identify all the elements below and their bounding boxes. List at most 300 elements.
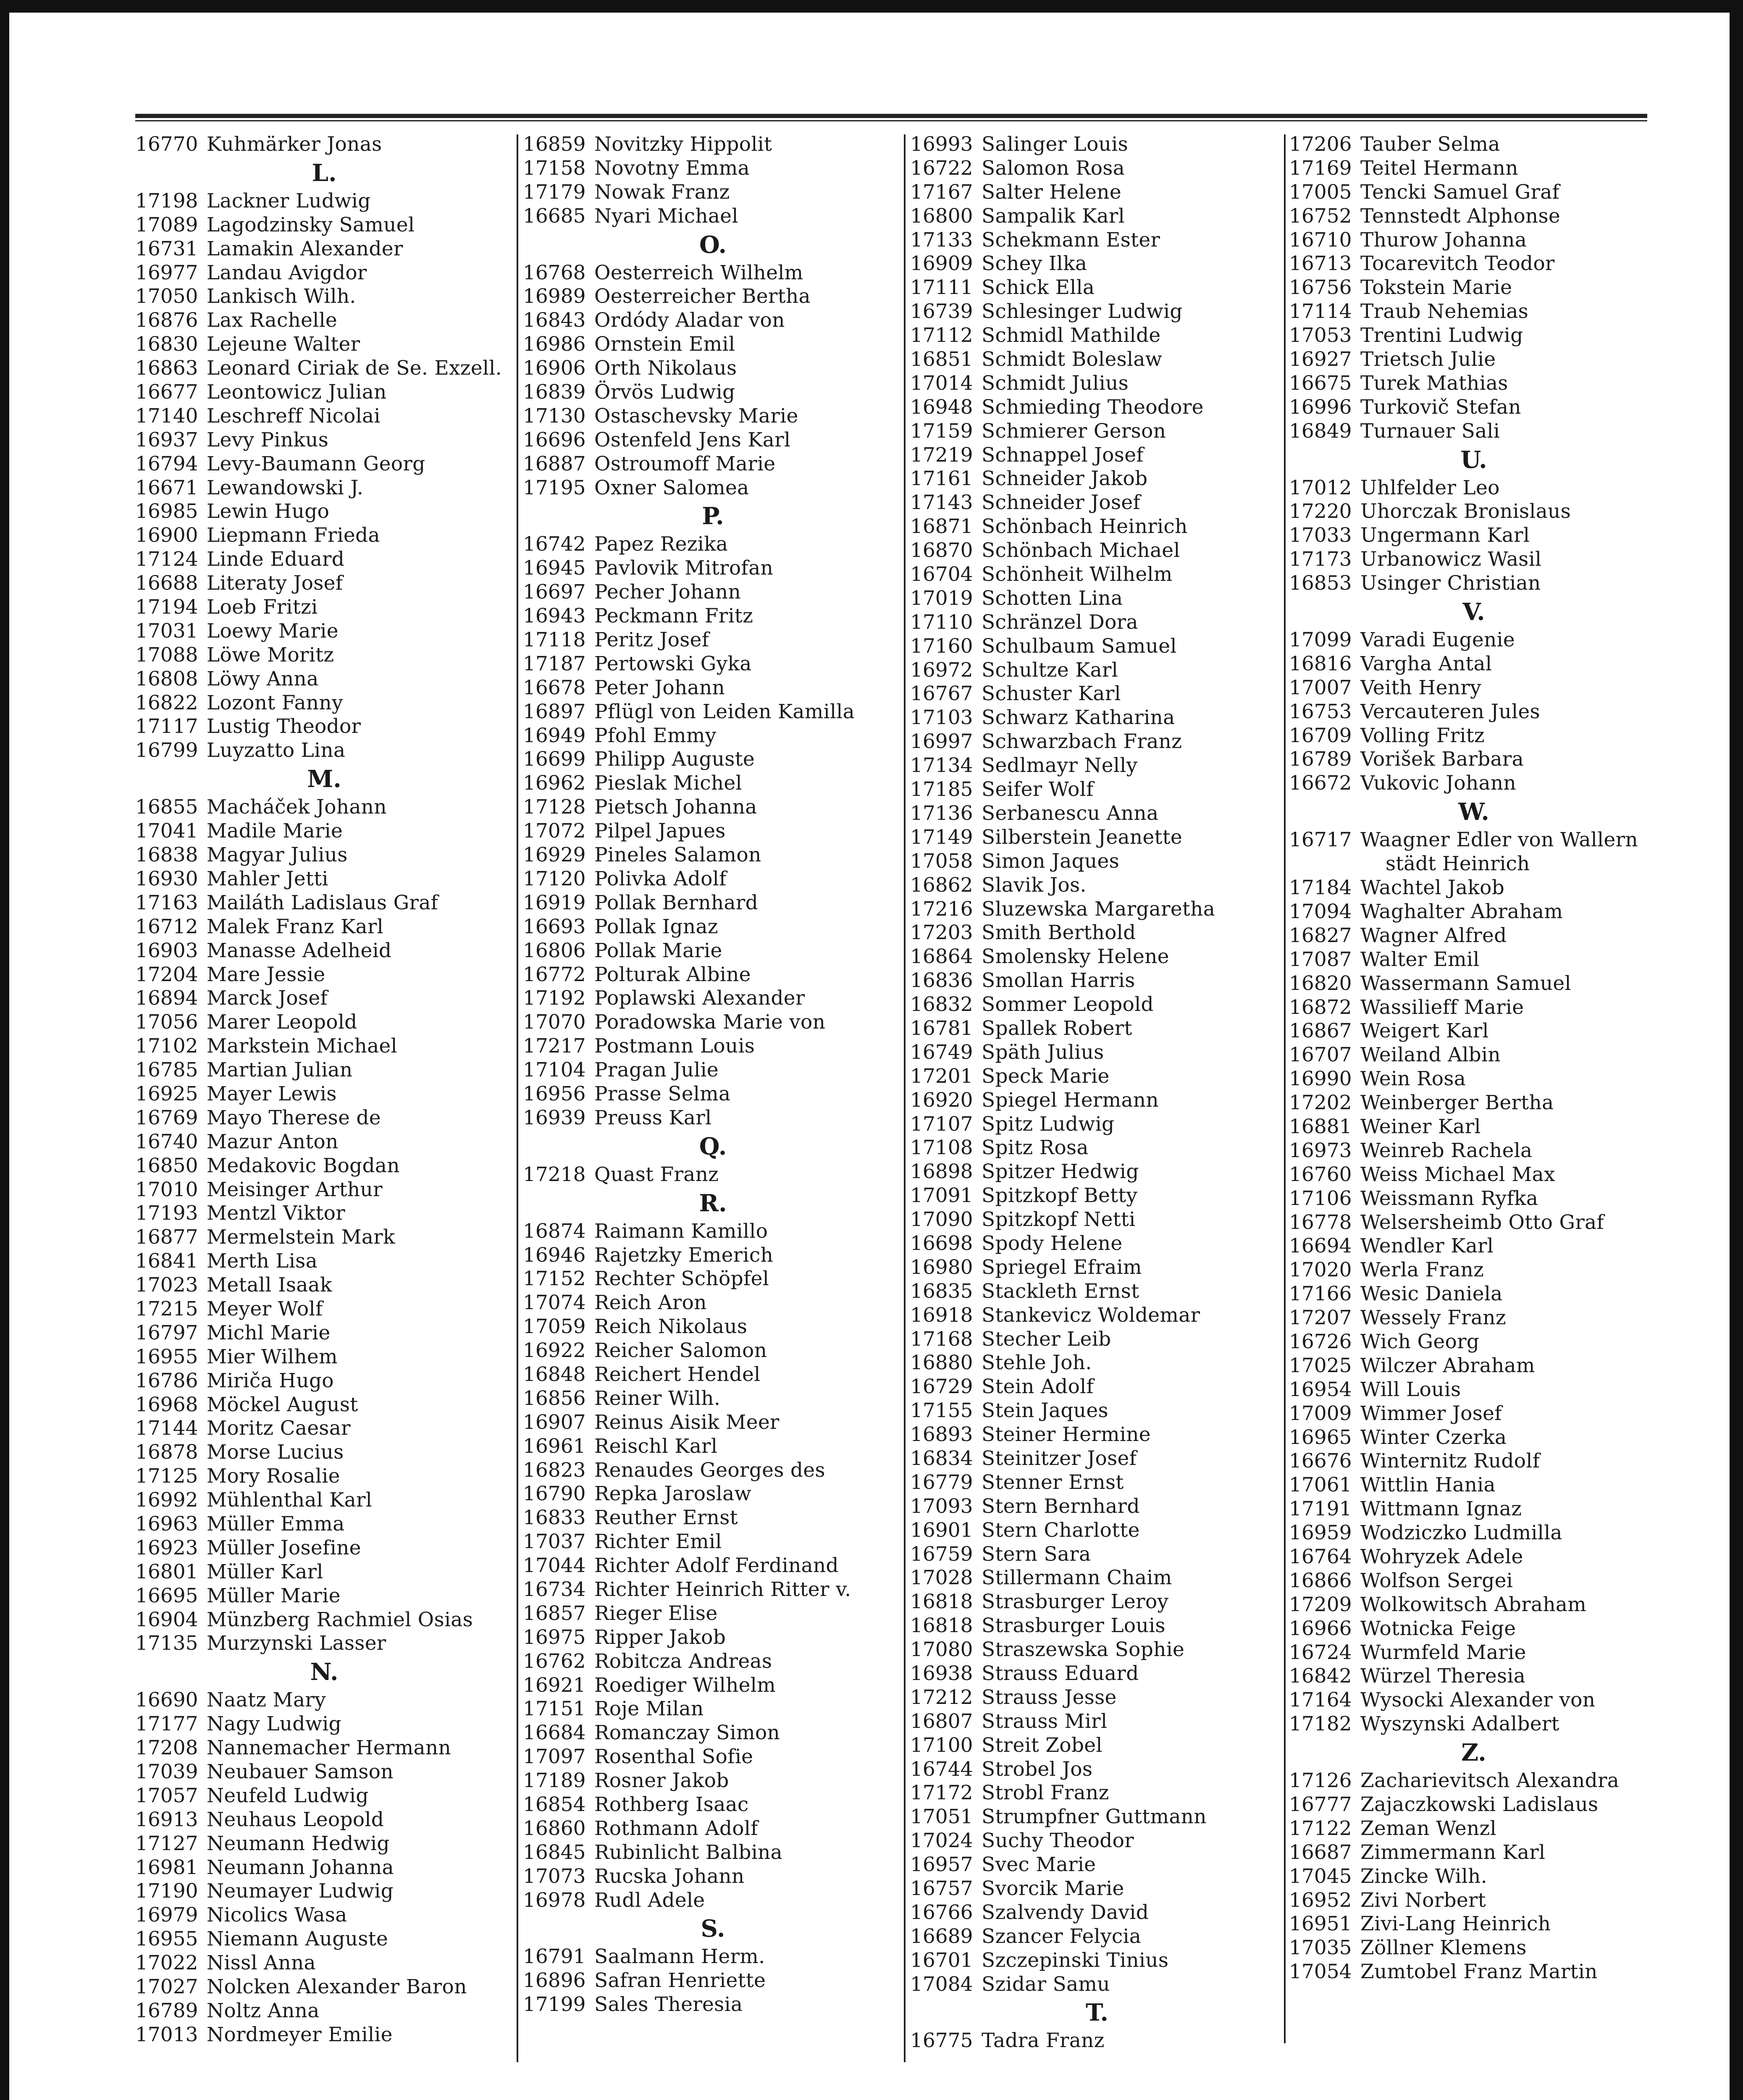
entry-name: Neumayer Ludwig bbox=[207, 1880, 394, 1903]
entry-number: 16923 bbox=[135, 1536, 198, 1559]
entry-number: 16729 bbox=[910, 1375, 973, 1399]
letter-heading: R. bbox=[699, 1189, 727, 1217]
entry-name: Landau Avigdor bbox=[207, 261, 367, 284]
entry-name: Noltz Anna bbox=[207, 1999, 320, 2022]
list-entry bbox=[135, 596, 513, 620]
list-entry bbox=[1289, 1521, 1659, 1545]
entry-number: 16756 bbox=[1289, 276, 1352, 299]
list-entry bbox=[523, 1530, 903, 1554]
entry-name: Pilpel Japues bbox=[594, 819, 726, 843]
entry-number: 16833 bbox=[523, 1506, 586, 1530]
list-entry bbox=[135, 1560, 513, 1584]
entry-name: Stackleth Ernst bbox=[982, 1279, 1139, 1303]
list-entry bbox=[523, 795, 903, 819]
entry-number: 17094 bbox=[1289, 900, 1352, 923]
entry-name: Turnauer Sali bbox=[1360, 419, 1500, 443]
entry-number: 17190 bbox=[135, 1880, 198, 1903]
entry-number: 16704 bbox=[910, 563, 973, 586]
entry-name: Mayo Therese de bbox=[207, 1106, 381, 1129]
list-entry bbox=[1289, 1354, 1659, 1378]
entry-number: 17107 bbox=[910, 1112, 973, 1136]
entry-number: 16981 bbox=[135, 1856, 198, 1879]
entry-name: Nowak Franz bbox=[594, 180, 730, 204]
entry-number: 16853 bbox=[1289, 572, 1352, 595]
entry-number: 16881 bbox=[1289, 1115, 1352, 1138]
entry-name: Reichert Hendel bbox=[594, 1362, 761, 1386]
list-entry bbox=[910, 1471, 1284, 1495]
list-entry bbox=[1289, 420, 1659, 444]
entry-name: Schmidl Mathilde bbox=[982, 324, 1161, 347]
list-entry bbox=[1289, 1497, 1659, 1521]
list-entry bbox=[910, 1686, 1284, 1710]
entry-number: 16752 bbox=[1289, 204, 1352, 228]
entry-number: 16871 bbox=[910, 515, 973, 538]
letter-heading: Z. bbox=[1461, 1739, 1486, 1767]
list-entry bbox=[910, 563, 1284, 587]
entry-number: 16954 bbox=[1289, 1378, 1352, 1401]
entry-number: 16946 bbox=[523, 1243, 586, 1267]
entry-number: 17110 bbox=[910, 610, 973, 634]
entry-number: 17133 bbox=[910, 228, 973, 252]
entry-name: Prasse Selma bbox=[594, 1082, 731, 1105]
entry-name: Nicolics Wasa bbox=[207, 1903, 347, 1927]
entry-number: 16789 bbox=[135, 1999, 198, 2022]
entry-name: Rieger Elise bbox=[594, 1601, 718, 1625]
list-entry bbox=[910, 1136, 1284, 1160]
entry-name: Spody Helene bbox=[982, 1231, 1123, 1255]
entry-number: 16839 bbox=[523, 381, 586, 404]
entry-number: 16791 bbox=[523, 1945, 586, 1969]
list-entry bbox=[1289, 772, 1659, 795]
list-entry bbox=[910, 1925, 1284, 1949]
list-entry bbox=[910, 1208, 1284, 1232]
entry-name: Repka Jaroslaw bbox=[594, 1482, 751, 1506]
entry-name: Stankevicz Woldemar bbox=[982, 1303, 1200, 1327]
entry-name: Schönbach Michael bbox=[982, 539, 1180, 562]
entry-name: Wodziczko Ludmilla bbox=[1360, 1521, 1562, 1545]
entry-name: Reich Nikolaus bbox=[594, 1315, 748, 1339]
list-entry bbox=[1289, 1258, 1659, 1282]
entry-name: Stern Bernhard bbox=[982, 1494, 1140, 1518]
list-entry bbox=[1289, 1817, 1659, 1841]
entry-name: Schwarz Katharina bbox=[982, 706, 1175, 730]
entry-number: 16955 bbox=[135, 1345, 198, 1368]
entry-name: Zumtobel Franz Martin bbox=[1360, 1960, 1598, 1984]
entry-number: 16963 bbox=[135, 1512, 198, 1536]
list-entry bbox=[523, 1482, 903, 1506]
entry-name: Malek Franz Karl bbox=[207, 915, 383, 938]
entry-name: Würzel Theresia bbox=[1360, 1664, 1526, 1688]
list-entry bbox=[523, 157, 903, 181]
entry-number: 17167 bbox=[910, 180, 973, 204]
list-entry bbox=[523, 1435, 903, 1459]
entry-name: Welsersheimb Otto Graf bbox=[1360, 1210, 1604, 1234]
list-entry bbox=[523, 1650, 903, 1674]
entry-number: 16927 bbox=[1289, 348, 1352, 371]
entry-name: Pieslak Michel bbox=[594, 772, 742, 795]
list-entry bbox=[523, 1626, 903, 1650]
list-entry bbox=[910, 1447, 1284, 1471]
entry-name: Weiss Michael Max bbox=[1360, 1163, 1555, 1186]
entry-name: Walter Emil bbox=[1360, 948, 1480, 971]
entry-number: 16925 bbox=[135, 1082, 198, 1105]
list-entry bbox=[1289, 652, 1659, 676]
entry-number: 17152 bbox=[523, 1267, 586, 1291]
entry-name: Schönbach Heinrich bbox=[982, 515, 1188, 538]
entry-number: 16818 bbox=[910, 1590, 973, 1614]
entry-number: 17179 bbox=[523, 180, 586, 204]
entry-number: 17053 bbox=[1289, 324, 1352, 347]
entry-name: Löwe Moritz bbox=[207, 643, 334, 667]
entry-name: Philipp Auguste bbox=[594, 748, 755, 771]
entry-name: Mier Wilhem bbox=[207, 1345, 338, 1368]
entry-name: Lax Rachelle bbox=[207, 309, 338, 332]
list-entry bbox=[1289, 1282, 1659, 1306]
entry-number: 16978 bbox=[523, 1888, 586, 1912]
entry-name: Sampalik Karl bbox=[982, 204, 1125, 228]
list-entry bbox=[135, 1202, 513, 1226]
entry-name: Ripper Jakob bbox=[594, 1625, 726, 1649]
entry-number: 17158 bbox=[523, 156, 586, 180]
entry-number: 16734 bbox=[523, 1578, 586, 1601]
entry-number: 16779 bbox=[910, 1470, 973, 1494]
list-entry bbox=[1289, 228, 1659, 252]
list-entry bbox=[523, 428, 903, 452]
entry-name: Steinitzer Josef bbox=[982, 1446, 1137, 1470]
entry-name: Vercauteren Jules bbox=[1360, 700, 1540, 723]
entry-number: 17091 bbox=[910, 1184, 973, 1208]
entry-number: 16867 bbox=[1289, 1019, 1352, 1043]
entry-name: Usinger Christian bbox=[1360, 572, 1541, 595]
list-entry bbox=[910, 1304, 1284, 1328]
entry-name: Novotny Emma bbox=[594, 156, 750, 180]
entry-name: Mühlenthal Karl bbox=[207, 1488, 373, 1512]
list-entry bbox=[523, 939, 903, 963]
list-entry bbox=[135, 915, 513, 939]
list-entry bbox=[135, 133, 513, 157]
entry-name: Stecher Leib bbox=[982, 1327, 1111, 1351]
entry-name: Romanczay Simon bbox=[594, 1721, 780, 1745]
entry-name: Müller Emma bbox=[207, 1512, 345, 1536]
entry-name: Svec Marie bbox=[982, 1853, 1096, 1877]
list-entry bbox=[1289, 748, 1659, 772]
entry-number: 16937 bbox=[135, 428, 198, 452]
letter-heading: S. bbox=[701, 1915, 725, 1943]
list-entry bbox=[910, 1877, 1284, 1901]
letter-heading: T. bbox=[1086, 1999, 1108, 2027]
list-entry bbox=[135, 1808, 513, 1832]
entry-name: Leonard Ciriak de Se. Exzell. bbox=[207, 357, 502, 380]
list-entry bbox=[135, 189, 513, 213]
entry-number: 17163 bbox=[135, 891, 198, 914]
entry-name: Schmidt Julius bbox=[982, 371, 1129, 395]
entry-number: 16972 bbox=[910, 658, 973, 682]
entry-name: Leschreff Nicolai bbox=[207, 404, 381, 428]
entry-name: Strauss Mirl bbox=[982, 1709, 1108, 1733]
entry-number: 16863 bbox=[135, 357, 198, 380]
entry-number: 17014 bbox=[910, 371, 973, 395]
list-entry bbox=[910, 921, 1284, 945]
entry-number: 16823 bbox=[523, 1458, 586, 1482]
entry-number: 17097 bbox=[523, 1745, 586, 1769]
entry-name: Zajaczkowski Ladislaus bbox=[1360, 1793, 1599, 1816]
entry-name: Ostroumoff Marie bbox=[594, 452, 776, 475]
entry-name: Postmann Louis bbox=[594, 1034, 755, 1058]
entry-name: Renaudes Georges des bbox=[594, 1458, 825, 1482]
entry-name: Uhlfelder Leo bbox=[1360, 476, 1500, 499]
entry-name: Stern Charlotte bbox=[982, 1518, 1140, 1542]
list-entry bbox=[1289, 924, 1659, 948]
list-entry bbox=[1289, 828, 1659, 852]
list-entry bbox=[1289, 1306, 1659, 1330]
list-entry bbox=[523, 1793, 903, 1817]
entry-name: Miriča Hugo bbox=[207, 1369, 334, 1392]
entry-number: 16904 bbox=[135, 1608, 198, 1631]
entry-name: Neubauer Samson bbox=[207, 1760, 394, 1783]
list-entry bbox=[1289, 1593, 1659, 1617]
entry-number: 17143 bbox=[910, 491, 973, 514]
entry-number: 16749 bbox=[910, 1040, 973, 1064]
entry-number: 16901 bbox=[910, 1518, 973, 1542]
entry-name: Richter Adolf Ferdinand bbox=[594, 1554, 839, 1578]
entry-name: Mailáth Ladislaus Graf bbox=[207, 891, 438, 914]
entry-number: 17177 bbox=[135, 1712, 198, 1736]
entry-name: Schultze Karl bbox=[982, 658, 1118, 682]
list-entry bbox=[523, 1506, 903, 1530]
list-entry bbox=[135, 1512, 513, 1536]
entry-number: 16820 bbox=[1289, 971, 1352, 995]
entry-number: 17194 bbox=[135, 596, 198, 619]
entry-name: Neumann Johanna bbox=[207, 1856, 394, 1879]
list-entry bbox=[523, 1945, 903, 1969]
entry-name: Stern Sara bbox=[982, 1542, 1091, 1566]
list-entry bbox=[1289, 676, 1659, 700]
list-entry bbox=[135, 357, 513, 381]
entry-name: Zeman Wenzl bbox=[1360, 1816, 1496, 1840]
entry-number: 17134 bbox=[910, 754, 973, 777]
entry-name: Nannemacher Hermann bbox=[207, 1736, 452, 1760]
entry-number: 16893 bbox=[910, 1423, 973, 1446]
entry-name: Tadra Franz bbox=[982, 2029, 1105, 2053]
entry-number: 17102 bbox=[135, 1034, 198, 1058]
entry-name: Wotnicka Feige bbox=[1360, 1617, 1516, 1640]
list-entry bbox=[135, 1250, 513, 1273]
list-entry bbox=[910, 1781, 1284, 1805]
entry-number: 16689 bbox=[910, 1924, 973, 1948]
entry-number: 16767 bbox=[910, 682, 973, 706]
list-entry bbox=[523, 1889, 903, 1913]
entry-number: 17120 bbox=[523, 867, 586, 890]
list-entry bbox=[523, 1554, 903, 1578]
list-entry bbox=[910, 1758, 1284, 1782]
list-entry bbox=[135, 1856, 513, 1880]
list-entry bbox=[135, 404, 513, 428]
entry-name: Turek Mathias bbox=[1360, 371, 1508, 395]
list-entry bbox=[910, 1423, 1284, 1447]
entry-name: Leontowicz Julian bbox=[207, 381, 387, 404]
entry-number: 17013 bbox=[135, 2023, 198, 2046]
entry-number: 17070 bbox=[523, 1011, 586, 1034]
entry-number: 16989 bbox=[523, 285, 586, 308]
list-entry bbox=[135, 500, 513, 524]
entry-name: Wittlin Hania bbox=[1360, 1473, 1496, 1497]
entry-name: Winter Czerka bbox=[1360, 1425, 1507, 1449]
entry-name: Smith Berthold bbox=[982, 921, 1136, 945]
entry-number: 16742 bbox=[523, 533, 586, 556]
entry-number: 16726 bbox=[1289, 1330, 1352, 1353]
list-entry bbox=[135, 1011, 513, 1034]
entry-name: Zacharievitsch Alexandra bbox=[1360, 1769, 1620, 1793]
entry-name: Müller Karl bbox=[207, 1560, 323, 1583]
entry-name: Roediger Wilhelm bbox=[594, 1673, 776, 1697]
entry-name: Reiner Wilh. bbox=[594, 1386, 721, 1410]
entry-name: Rudl Adele bbox=[594, 1888, 705, 1912]
entry-name: Nyari Michael bbox=[594, 204, 738, 228]
entry-number: 17073 bbox=[523, 1864, 586, 1888]
list-entry bbox=[523, 748, 903, 772]
entry-number: 16997 bbox=[910, 730, 973, 753]
list-entry bbox=[910, 1949, 1284, 1973]
entry-name: Szczepinski Tinius bbox=[982, 1948, 1169, 1972]
entry-name: Ostaschevsky Marie bbox=[594, 404, 798, 428]
column-divider-2 bbox=[904, 134, 906, 2062]
list-entry bbox=[910, 1065, 1284, 1089]
entry-number: 16973 bbox=[1289, 1139, 1352, 1162]
entry-number: 16794 bbox=[135, 452, 198, 475]
entry-number: 17035 bbox=[1289, 1936, 1352, 1960]
entry-name: Waghalter Abraham bbox=[1360, 900, 1563, 923]
list-entry bbox=[135, 1226, 513, 1250]
list-entry bbox=[523, 1602, 903, 1626]
entry-number: 17135 bbox=[135, 1632, 198, 1655]
entry-name: Sommer Leopold bbox=[982, 993, 1154, 1016]
entry-name: Ostenfeld Jens Karl bbox=[594, 428, 791, 452]
entry-number: 17209 bbox=[1289, 1593, 1352, 1616]
list-entry bbox=[910, 1614, 1284, 1638]
entry-name: Pavlovik Mitrofan bbox=[594, 556, 774, 580]
list-entry bbox=[523, 357, 903, 381]
entry-number: 16878 bbox=[135, 1441, 198, 1464]
entry-name: Morse Lucius bbox=[207, 1441, 344, 1464]
entry-number: 17168 bbox=[910, 1327, 973, 1351]
entry-name: Mazur Anton bbox=[207, 1130, 339, 1153]
entry-number: 17189 bbox=[523, 1769, 586, 1793]
entry-number: 16990 bbox=[1289, 1067, 1352, 1091]
entry-name: Peritz Josef bbox=[594, 628, 709, 652]
list-entry bbox=[523, 1865, 903, 1889]
list-entry bbox=[523, 476, 903, 500]
entry-name: Slavik Jos. bbox=[982, 873, 1087, 897]
entry-name: Müller Marie bbox=[207, 1584, 341, 1607]
entry-name: Saalmann Herm. bbox=[594, 1945, 765, 1969]
entry-number: 17217 bbox=[523, 1034, 586, 1058]
entry-name: Nagy Ludwig bbox=[207, 1712, 341, 1736]
entry-name: Reinus Aisik Meer bbox=[594, 1410, 780, 1434]
entry-number: 16980 bbox=[910, 1255, 973, 1279]
entry-number: 17185 bbox=[910, 778, 973, 801]
list-entry bbox=[1289, 252, 1659, 276]
entry-number: 16920 bbox=[910, 1088, 973, 1112]
list-entry bbox=[135, 1488, 513, 1512]
list-entry bbox=[910, 1901, 1284, 1925]
entry-number: 16968 bbox=[135, 1393, 198, 1416]
entry-number: 17215 bbox=[135, 1297, 198, 1320]
entry-number: 16690 bbox=[135, 1688, 198, 1712]
entry-name: Poradowska Marie von bbox=[594, 1011, 826, 1034]
entry-name: Speck Marie bbox=[982, 1064, 1110, 1088]
entry-number: 16870 bbox=[910, 539, 973, 562]
list-entry bbox=[910, 539, 1284, 563]
list-entry bbox=[523, 381, 903, 404]
list-entry bbox=[910, 1566, 1284, 1590]
entry-name: Zimmermann Karl bbox=[1360, 1840, 1546, 1864]
column-divider-3 bbox=[1284, 134, 1286, 2043]
entry-number: 16786 bbox=[135, 1369, 198, 1392]
entry-number: 16848 bbox=[523, 1362, 586, 1386]
list-entry bbox=[910, 611, 1284, 635]
list-entry bbox=[135, 548, 513, 572]
name-list-column-1 bbox=[135, 133, 513, 2047]
list-entry bbox=[135, 715, 513, 739]
entry-number: 17089 bbox=[135, 213, 198, 236]
entry-name: Svorcik Marie bbox=[982, 1877, 1124, 1900]
list-entry bbox=[523, 452, 903, 476]
list-entry bbox=[135, 261, 513, 285]
list-entry bbox=[910, 659, 1284, 682]
entry-name: Wachtel Jakob bbox=[1360, 876, 1505, 900]
entry-name: Martian Julian bbox=[207, 1058, 353, 1082]
entry-number: 16757 bbox=[910, 1877, 973, 1900]
entry-number: 16694 bbox=[1289, 1234, 1352, 1258]
entry-number: 17219 bbox=[910, 443, 973, 467]
entry-number: 16842 bbox=[1289, 1664, 1352, 1688]
entry-number: 16698 bbox=[910, 1231, 973, 1255]
list-entry bbox=[523, 676, 903, 700]
entry-number: 17218 bbox=[523, 1163, 586, 1186]
entry-number: 16993 bbox=[910, 133, 973, 156]
list-entry bbox=[910, 874, 1284, 898]
entry-number: 16753 bbox=[1289, 700, 1352, 723]
list-entry bbox=[523, 891, 903, 915]
entry-number: 17140 bbox=[135, 404, 198, 428]
entry-name: Pineles Salamon bbox=[594, 843, 761, 867]
entry-number: 16693 bbox=[523, 915, 586, 938]
list-entry bbox=[523, 1697, 903, 1721]
entry-name: Weigert Karl bbox=[1360, 1019, 1489, 1043]
list-entry bbox=[1289, 1617, 1659, 1641]
list-entry bbox=[135, 1536, 513, 1560]
entry-name: Spallek Robert bbox=[982, 1016, 1132, 1040]
list-entry bbox=[910, 1351, 1284, 1375]
entry-number: 16789 bbox=[1289, 748, 1352, 771]
entry-name: Rajetzky Emerich bbox=[594, 1243, 774, 1267]
list-entry bbox=[1289, 1641, 1659, 1665]
entry-name: Lozont Fanny bbox=[207, 691, 343, 714]
entry-name: Stillermann Chaim bbox=[982, 1566, 1172, 1590]
entry-number: 17104 bbox=[523, 1058, 586, 1082]
list-entry bbox=[523, 1411, 903, 1435]
entry-name: Rothberg Isaac bbox=[594, 1793, 749, 1816]
entry-name: Lackner Ludwig bbox=[207, 189, 371, 213]
entry-number: 17051 bbox=[910, 1805, 973, 1829]
entry-number: 16770 bbox=[135, 133, 198, 156]
entry-number: 17155 bbox=[910, 1399, 973, 1423]
list-entry bbox=[135, 1688, 513, 1712]
entry-number: 17111 bbox=[910, 276, 973, 299]
entry-number: 16759 bbox=[910, 1542, 973, 1566]
entry-number: 16797 bbox=[135, 1321, 198, 1344]
list-entry bbox=[135, 867, 513, 891]
